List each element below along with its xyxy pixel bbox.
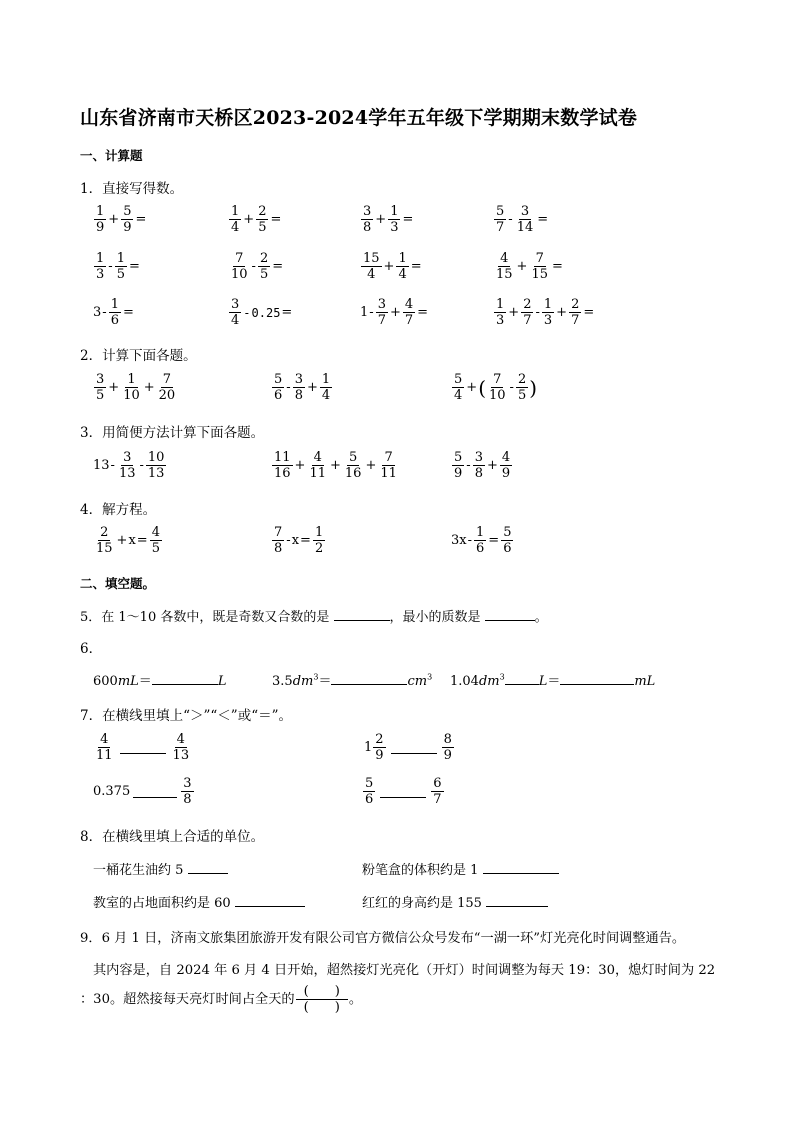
question-6-label: 6． — [80, 641, 103, 657]
operator: + — [116, 533, 128, 548]
q2-item-1 — [93, 373, 178, 402]
operator: - — [369, 305, 374, 320]
denominator: 7 — [523, 313, 532, 328]
q4-equation-2: $\frac{7}{8}$ - x = $\frac{1}{2}$ — [274, 525, 324, 556]
denominator: 10 — [231, 267, 248, 282]
operator: - — [110, 458, 115, 473]
fraction — [229, 205, 241, 234]
numerator: 1 — [96, 204, 105, 219]
q1-item-7 — [360, 252, 423, 281]
question-5: 5．在 1～10 各数中，既是奇数又合数的是 ，最小的质数是 。 — [80, 610, 548, 625]
answer-blank[interactable] — [188, 861, 228, 874]
fraction — [473, 451, 485, 480]
q1-item-10: $\frac{3}{4}$ - 0.25 = — [231, 297, 293, 328]
fraction — [361, 205, 373, 234]
denominator: 8 — [183, 792, 192, 807]
numerator: 3 — [183, 776, 192, 791]
denominator: 8 — [294, 388, 303, 403]
operator: = — [300, 533, 311, 548]
denominator: 9 — [123, 220, 132, 235]
fraction — [272, 526, 284, 555]
operator: + — [383, 259, 395, 274]
q6-item-3: $1.04dm^3$ L＝ mL — [450, 672, 656, 689]
fraction — [121, 373, 142, 402]
numerator: 3 — [474, 450, 483, 465]
numerator: 11 — [274, 450, 291, 465]
operator: - — [102, 305, 107, 320]
numerator: 4 — [176, 732, 185, 747]
numerator: 1 — [543, 297, 553, 312]
answer-blank[interactable] — [152, 672, 218, 685]
denominator: 3 — [390, 220, 399, 235]
denominator: 6 — [110, 313, 119, 328]
numerator: 1 — [231, 204, 240, 219]
operator: = — [402, 212, 414, 227]
operator: = — [537, 212, 549, 227]
numerator: 3 — [123, 450, 132, 465]
fraction — [146, 451, 167, 480]
numerator: 1 — [496, 297, 505, 312]
denominator: 8 — [474, 466, 483, 481]
numerator: 1 — [398, 251, 407, 266]
numerator: 5 — [365, 776, 374, 791]
denominator: 16 — [274, 466, 291, 481]
answer-blank[interactable] — [505, 672, 539, 685]
operator: = — [272, 259, 284, 274]
operator: + — [306, 380, 318, 395]
fraction — [378, 451, 399, 480]
operator: + — [508, 305, 520, 320]
question-9-line-2: 其内容是，自 2024 年 6 月 4 日开始，超然接灯光亮化（开灯）时间调整为每天 19：30，熄灯时间为 22 — [93, 963, 716, 978]
fraction — [442, 733, 454, 762]
q1-item-1 — [93, 205, 147, 234]
operator: - — [139, 458, 144, 473]
fraction — [494, 298, 506, 327]
operator: - — [251, 259, 256, 274]
fraction — [494, 205, 506, 234]
operator: - — [509, 380, 514, 395]
fraction — [529, 252, 550, 281]
fraction — [373, 733, 385, 762]
numerator: 2 — [523, 297, 532, 312]
fraction — [121, 205, 133, 234]
question-3-label: 3．用简便方法计算下面各题。 — [80, 425, 265, 441]
q2-item-3: $\frac{5}{4}$ + ( $\frac{7}{10}$ - $\frac{2}{5}$ ) — [454, 372, 538, 403]
numerator: 1 — [96, 251, 105, 266]
q7-compare-2: 1 $\frac{2}{9}$ $\frac{8}{9}$ — [364, 732, 452, 763]
operator: + — [330, 458, 341, 473]
fraction — [403, 298, 415, 327]
numerator: 6 — [433, 776, 442, 791]
numerator: 4 — [100, 732, 109, 747]
q6-item-2: $3.5dm^3= cm^3$ — [272, 672, 433, 689]
numerator: 4 — [151, 525, 160, 540]
section-heading-fill: 二、填空题。 — [80, 576, 156, 591]
fraction — [94, 205, 106, 234]
question-9-line-3: ：30。超然接每天亮灯时间占全天的 $\frac{( )}{( )}$ 。 — [80, 984, 363, 1015]
operator: = — [583, 305, 595, 320]
fraction — [117, 451, 138, 480]
numerator: 1 — [110, 297, 119, 312]
answer-blank[interactable] — [380, 785, 426, 798]
numerator: 1 — [390, 204, 399, 219]
q1-item-3 — [360, 205, 414, 234]
operator: + — [556, 305, 568, 320]
q1-item-12 — [493, 298, 595, 327]
operator: = — [417, 305, 429, 320]
q1-item-8 — [493, 252, 564, 281]
denominator: 7 — [377, 313, 386, 328]
fraction — [500, 451, 512, 480]
numerator: 3 — [294, 372, 303, 387]
q8-item-3: 教室的占地面积约是 60 — [93, 892, 305, 911]
denominator: 4 — [231, 220, 240, 235]
numerator: 7 — [535, 251, 544, 266]
numerator: 7 — [235, 251, 244, 266]
operator: + — [516, 259, 528, 274]
numerator: ( ) — [296, 985, 348, 1000]
denominator: 5 — [96, 388, 105, 403]
denominator: 8 — [363, 220, 372, 235]
denominator: 2 — [314, 541, 324, 556]
denominator: 13 — [172, 748, 190, 763]
denominator: 7 — [404, 313, 414, 328]
numerator: 1 — [321, 372, 331, 387]
numerator: 2 — [375, 732, 384, 747]
fraction — [94, 252, 106, 281]
fraction — [293, 373, 305, 402]
numerator: 4 — [501, 450, 511, 465]
q2-item-2 — [271, 373, 333, 402]
answer-blank[interactable] — [235, 894, 305, 907]
numerator: 4 — [313, 450, 322, 465]
answer-blank[interactable] — [120, 741, 166, 754]
fraction — [542, 298, 554, 327]
denominator: 8 — [274, 541, 283, 556]
numerator: 5 — [454, 450, 463, 465]
denominator: 15 — [496, 267, 513, 282]
operator: = — [122, 305, 134, 320]
fraction — [94, 373, 106, 402]
denominator: 5 — [258, 220, 267, 235]
answer-blank[interactable] — [483, 861, 559, 874]
fraction — [272, 451, 293, 480]
denominator: 14 — [516, 220, 534, 235]
numerator: 10 — [147, 450, 165, 465]
fraction — [157, 373, 178, 402]
question-7-label: 7．在横线里填上“＞”“＜”或“＝”。 — [80, 708, 292, 724]
question-8-label: 8．在横线里填上合适的单位。 — [80, 829, 265, 845]
q4-equation-3: 3x - $\frac{1}{6}$ = $\frac{5}{6}$ — [451, 525, 512, 556]
operator: + — [294, 458, 306, 473]
numerator: 1 — [314, 525, 324, 540]
numerator: 2 — [100, 525, 109, 540]
denominator: 11 — [380, 466, 397, 481]
numerator: 7 — [274, 525, 283, 540]
denominator: 5 — [116, 267, 125, 282]
fraction — [94, 733, 115, 762]
numerator: 5 — [349, 450, 358, 465]
answer-blank[interactable] — [560, 672, 634, 685]
numerator: 2 — [258, 204, 267, 219]
denominator: 11 — [309, 466, 326, 481]
fraction — [388, 205, 400, 234]
denominator: 10 — [123, 388, 140, 403]
fraction — [452, 451, 464, 480]
fraction — [487, 373, 508, 402]
numerator: 5 — [496, 204, 505, 219]
operator: = — [136, 533, 148, 548]
denominator: 9 — [454, 466, 463, 481]
numerator: 3 — [231, 297, 240, 312]
question-1-label: 1．直接写得数。 — [80, 181, 184, 197]
q3-item-3 — [451, 451, 513, 480]
fraction — [376, 298, 388, 327]
operator: - — [508, 212, 513, 227]
denominator: 13 — [118, 466, 136, 481]
operator: = — [552, 259, 563, 274]
denominator: 9 — [443, 748, 452, 763]
q1-item-2 — [228, 205, 282, 234]
answer-blank[interactable] — [331, 672, 407, 685]
denominator: 20 — [158, 388, 176, 403]
q7-compare-3: 0.375 $\frac{3}{8}$ — [93, 776, 192, 807]
question-2-label: 2．计算下面各题。 — [80, 348, 197, 364]
operator: + — [108, 212, 120, 227]
fraction — [320, 373, 332, 402]
operator: + — [243, 212, 255, 227]
denominator: 4 — [367, 267, 376, 282]
denominator: 10 — [489, 388, 506, 403]
numerator: 1 — [127, 372, 136, 387]
denominator: 7 — [433, 792, 442, 807]
fraction — [515, 205, 536, 234]
denominator: 9 — [501, 466, 511, 481]
q7-compare-1 — [93, 733, 192, 762]
numerator: 4 — [404, 297, 414, 312]
fraction — [256, 205, 268, 234]
denominator: 15 — [96, 541, 113, 556]
fraction — [258, 252, 270, 281]
operator: = — [135, 212, 147, 227]
fraction — [361, 252, 382, 281]
denominator: 4 — [454, 388, 463, 403]
fraction — [569, 298, 581, 327]
numerator: 5 — [123, 204, 132, 219]
fraction — [494, 252, 515, 281]
numerator: 2 — [517, 372, 527, 387]
fraction — [171, 733, 192, 762]
q1-item-6 — [228, 252, 284, 281]
numerator: 7 — [493, 372, 502, 387]
answer-blank[interactable] — [133, 785, 177, 798]
q1-item-5 — [93, 252, 141, 281]
denominator: 15 — [531, 267, 548, 282]
q8-item-2: 粉笔盒的体积约是 1 — [362, 859, 559, 878]
fraction — [516, 373, 528, 402]
answer-blank[interactable] — [485, 608, 535, 621]
denominator: 6 — [365, 792, 374, 807]
fraction — [115, 252, 127, 281]
numerator: 3 — [377, 297, 386, 312]
denominator: 3 — [96, 267, 105, 282]
numerator: 4 — [500, 251, 509, 266]
operator: = — [488, 533, 500, 548]
denominator: 5 — [259, 267, 269, 282]
q8-item-4: 红红的身高约是 155 — [362, 892, 548, 911]
operator: = — [281, 305, 293, 320]
denominator: 3 — [543, 313, 553, 328]
fraction — [343, 451, 364, 480]
numerator: 2 — [259, 251, 269, 266]
answer-fraction-blank[interactable] — [296, 985, 348, 1014]
numerator: 3 — [96, 372, 105, 387]
denominator: 6 — [503, 541, 512, 556]
answer-blank[interactable] — [334, 608, 390, 621]
fraction — [452, 373, 464, 402]
numerator: 15 — [363, 251, 380, 266]
question-9-line-1: 9．6 月 1 日，济南文旅集团旅游开发有限公司官方微信公众号发布“一湖一环”灯光亮化时间调整通告。 — [80, 931, 686, 946]
q3-item-2 — [271, 451, 400, 480]
fraction — [307, 451, 328, 480]
operator: + — [486, 458, 498, 473]
fraction — [521, 298, 533, 327]
fraction — [272, 373, 284, 402]
denominator: 7 — [571, 313, 580, 328]
operator: + — [466, 380, 478, 395]
denominator: 4 — [231, 313, 240, 328]
denominator: 5 — [517, 388, 527, 403]
q8-item-1: 一桶花生油约 5 — [93, 859, 228, 878]
operator: - — [108, 259, 113, 274]
numerator: 3 — [363, 204, 372, 219]
fraction — [474, 526, 486, 555]
fraction — [94, 526, 115, 555]
numerator: 5 — [274, 372, 283, 387]
fraction — [501, 526, 513, 555]
numerator: 8 — [443, 732, 452, 747]
denominator: 6 — [476, 541, 485, 556]
fraction — [229, 298, 241, 327]
operator: - — [466, 458, 471, 473]
fraction — [313, 526, 325, 555]
fraction — [396, 252, 408, 281]
numerator: 5 — [503, 525, 512, 540]
q1-item-4 — [493, 205, 549, 234]
fraction — [150, 526, 162, 555]
numerator: 7 — [162, 372, 172, 387]
operator: = — [410, 259, 422, 274]
operator: + — [389, 305, 401, 320]
operator: + — [108, 380, 120, 395]
operator: + — [375, 212, 387, 227]
numerator: 1 — [116, 251, 125, 266]
denominator: 16 — [344, 466, 362, 481]
operator: + — [143, 380, 155, 395]
operator: = — [270, 212, 282, 227]
numerator: 5 — [454, 372, 463, 387]
denominator: 9 — [96, 220, 105, 235]
numerator: 3 — [520, 204, 530, 219]
denominator: 4 — [321, 388, 331, 403]
answer-blank[interactable] — [391, 741, 437, 754]
denominator: 6 — [274, 388, 283, 403]
q7-compare-4 — [362, 777, 445, 806]
q6-item-1: 600mL＝ L — [93, 674, 227, 689]
q3-item-1: 13 - $\frac{3}{13}$ - $\frac{10}{13}$ — [93, 450, 165, 481]
numerator: 7 — [384, 450, 393, 465]
denominator: 7 — [496, 220, 505, 235]
numerator: 1 — [476, 525, 485, 540]
operator: + — [365, 458, 377, 473]
denominator: 5 — [151, 541, 160, 556]
section-heading-calc: 一、计算题 — [80, 148, 143, 163]
q4-equation-1: $\frac{2}{15}$ + x = $\frac{4}{5}$ — [96, 525, 160, 556]
denominator: ( ) — [303, 1000, 340, 1015]
operator: - — [467, 533, 473, 548]
fraction — [431, 777, 443, 806]
operator: = — [128, 259, 140, 274]
operator: - — [286, 533, 291, 548]
denominator: 4 — [398, 267, 407, 282]
denominator: 9 — [375, 748, 384, 763]
q1-item-9: 3 - $\frac{1}{6}$ = — [93, 297, 134, 328]
numerator: 2 — [571, 297, 580, 312]
fraction — [229, 252, 250, 281]
operator: - — [535, 305, 540, 320]
denominator: 13 — [147, 466, 165, 481]
q1-item-11: 1 - $\frac{3}{7}$ + $\frac{4}{7}$ = — [360, 297, 429, 328]
page-title: 山东省济南市天桥区2023-2024学年五年级下学期期末数学试卷 — [80, 107, 638, 129]
fraction — [109, 298, 121, 327]
denominator: 3 — [496, 313, 505, 328]
operator: - — [243, 305, 251, 320]
question-4-label: 4．解方程。 — [80, 502, 157, 518]
fraction — [363, 777, 375, 806]
answer-blank[interactable] — [486, 894, 548, 907]
operator: - — [286, 380, 291, 395]
denominator: 11 — [96, 748, 113, 763]
fraction — [181, 777, 193, 806]
